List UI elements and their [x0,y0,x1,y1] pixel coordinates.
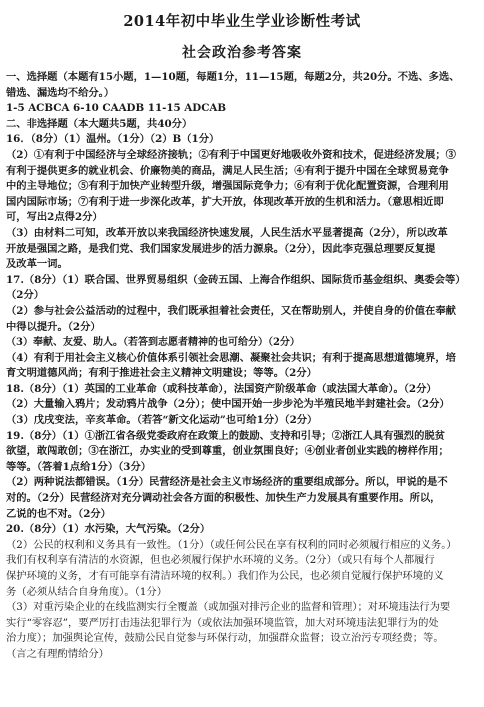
answer-line: 实行“零容忍”，要严厉打击违法犯罪行为（或依法加强环境监管，加大对环境违法犯罪行为的处 [6,616,439,629]
answer-line: 可，写出2点得2分） [6,211,103,224]
answer-line: 18.（8分）（1）英国的工业革命（或科技革命），法国资产阶级革命（或法国大革命）。（2分） [6,382,437,395]
answer-line: 中得以提升。（2分） [6,320,101,333]
answer-line: 育文明道德风尚；有利于推进社会主义精神文明建设；等等。（2分） [6,367,317,380]
answer-line: （2）参与社会公益活动的过程中，我们既承担着社会责任，又在帮助别人，并使自身的价值在奉献 [6,304,456,317]
answer-line: 欲望，敢闯敢创；③在浙江，办实业的受到尊重，创业氛围良好；④创业者创业实践的榜样作用； [6,445,449,458]
answer-line: （3）奉献、友爱、助人。（若答到志愿者精神的也可给分）（2分） [6,337,300,349]
answer-line: 及改革一词。 [6,258,68,271]
answer-line: （3）戊戌变法，辛亥革命。（若答“新文化运动”也可给1分）（2分） [6,414,318,427]
answer-line: 二、非选择题（本大题共5题，共40分） [6,117,193,130]
answer-line: 乙说的也不对。（2分） [6,507,111,520]
answer-line: （2）两种说法都错误。（1分）民营经济是社会主义市场经济的重要组成部分。所以，甲说的是不 [6,476,448,489]
answer-line: （3）对重污染企业的在线监测实行全覆盖（或加强对排污企业的监督和管理）；对环境违法行为要 [6,601,451,614]
answer-line: 我们有权利享有清洁的水资源，但也必须履行保护水环境的义务。（2分）（或只有每个人都履行 [6,554,435,567]
answer-line: 有利于提供更多的就业机会、价廉物美的商品，满足人民生活；④有利于提升中国在全球贸易竞争 [6,164,449,177]
answer-body [6,70,478,663]
answer-key-subtitle: 社会政治参考答案 [182,45,302,61]
exam-title: 2014年初中毕业生学业诊断性考试 [123,13,361,30]
answer-line: 20.（8分）（1）水污染，大气污染。（2分） [6,523,211,536]
answer-line: 错选、漏选均不给分。） [6,86,115,99]
answer-line: （2分） [6,289,45,302]
answer-line: 等等。（答着1点给1分）（3分） [6,460,152,473]
answer-line: 开放是强国之路，是我们党、我们国家发展进步的活力源泉。（2分），因此李克强总理要反复提 [6,242,436,255]
answer-line: （4）有利于用社会主义核心价值体系引领社会思潮、凝聚社会共识；有利于提高思想道德境界，培 [6,351,456,364]
answer-line: （2）公民的权利和义务具有一致性。（1分）（或任何公民在享有权利的同时必须履行相应的义务。） [6,538,457,551]
answer-line: 一、选择题（本题有15小题，1—10题，每题1分，11—15题，每题2分，共20分。不选、多选、 [6,71,460,83]
answer-line: 17.（8分）（1）联合国、世界贸易组织（金砖五国、上海合作组织、国际货币基金组织、奥委会等） [6,273,466,286]
answer-line: 国内国际市场；⑦有利于进一步深化改革，扩大开放，体现改革开放的生机和活力。（意思相近即 [6,195,444,208]
answer-line: 16．（8分）（1）温州。（1分）（2）B（1分） [6,133,220,146]
answer-line: 19.（8分）（1）①浙江省各级党委政府在政策上的鼓励、支持和引导；②浙江人具有强烈的脱贫 [6,429,445,442]
answer-line: （言之有理酌情给分） [6,647,109,660]
answer-line: （2）①有利于中国经济与全球经济接轨；②有利于中国更好地吸收外资和技术，促进经济发展；③ [6,148,456,161]
answer-line: 对的。（2分）民营经济对充分调动社会各方面的积极性、加快生产力发展具有重要作用。所以， [6,492,441,505]
answer-line: 1-5 ACBCA 6-10 CAADB 11-15 ADCAB [6,102,227,115]
answer-line: 中的主导地位；⑤有利于加快产业转型升级，增强国际竞争力；⑥有利于优化配置资源，合理利用 [6,180,449,193]
answer-line: 治力度）；加强舆论宣传，鼓励公民自觉参与环保行动，加强群众监督；设立治污专项经费；等。 [6,632,444,645]
answer-line: （3）由材料二可知，改革开放以来我国经济快速发展，人民生活水平显著提高（2分），所以改革 [6,226,448,239]
answer-line: 保护环境的义务，才有可能享有清洁环境的权利。）我们作为公民，也必须自觉履行保护环境的义 [6,570,444,582]
answer-line: （2）大量输入鸦片；发动鸦片战争（2分）；使中国开始一步步沦为半殖民地半封建社会。（2分） [6,398,450,411]
answer-line: 务（必须从结合自身角度）。（1分） [6,585,168,598]
